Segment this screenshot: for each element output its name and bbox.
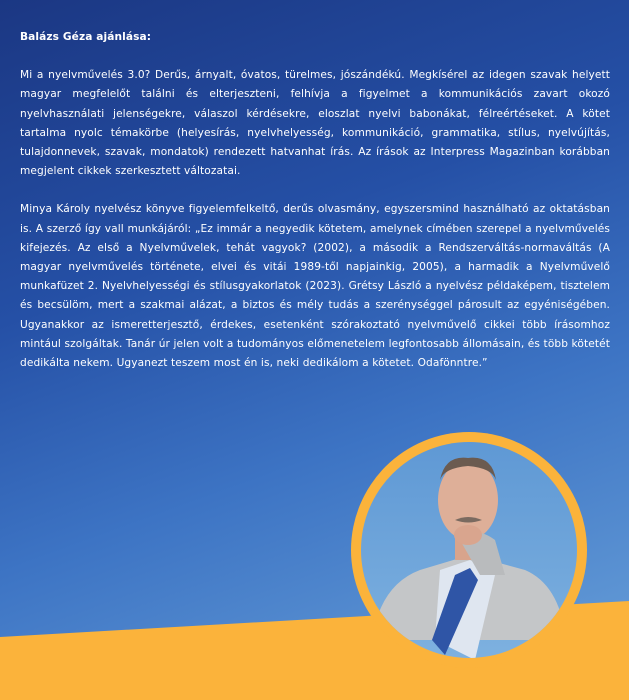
recommendation-heading: Balázs Géza ajánlása:	[20, 31, 152, 43]
paragraph-author-quote: Minya Károly nyelvész könyve figyelemfelkeltő, derűs olvasmány, egyszersmind használható az oktatásban is. A szerző így vall munkájáról: „Ez immár a negyedik kötetem, amelynek címében szerepel a nyelvművelés kifejezés. Az első a Nyelvművelek, tehát vagyok? (2002), a második a Rendszerváltás-normaváltás (A magyar nyelvművelés története, elvei és vitái 1989-től napjainkig, 2005), a harmadik a Nyelvművelő munkafüzet 2. Nyelvhelyességi és stílusgyakorlatok (2023). Grétsy László a nyelvész példaképem, tisztelem és becsülöm, mert a szakmai alázat, a biztos és mély tudás a szerénységgel párosult az egyéniségében. Ugyanakkor az ismeretterjesztő, érdekes, esetenként szórakoztató nyelvművelő cikkei több írásomhoz mintául szolgáltak. Tanár úr jelen volt a tudományos előmenetelem legfontosabb állomásain, és több kötetét dedikálta nekem. Ugyanezt teszem most én is, neki dedikálom a kötetet. Odafönntre.”	[20, 203, 610, 370]
paragraph-intro: Mi a nyelvművelés 3.0? Derűs, árnyalt, óvatos, türelmes, jószándékú. Megkísérel az idegen szavak helyett magyar megfelelőt találni és elterjeszteni, felhívja a figyelmet a kommunikációs zavart okozó nyelvhasználati jelenségekre, válaszol kérdésekre, eloszlat nyelvi babonákat, félreértéseket. A kötet tartalma nyolc témakörbe (helyesírás, nyelvhelyesség, kommunikáció, grammatika, stílus, nyelvújítás, tulajdonnevek, szavak, mondatok) rendezett hatvanhat írás. Az írások az Interpress Magazinban korábban megjelent cikkek szerkesztett változatai.	[20, 69, 610, 178]
